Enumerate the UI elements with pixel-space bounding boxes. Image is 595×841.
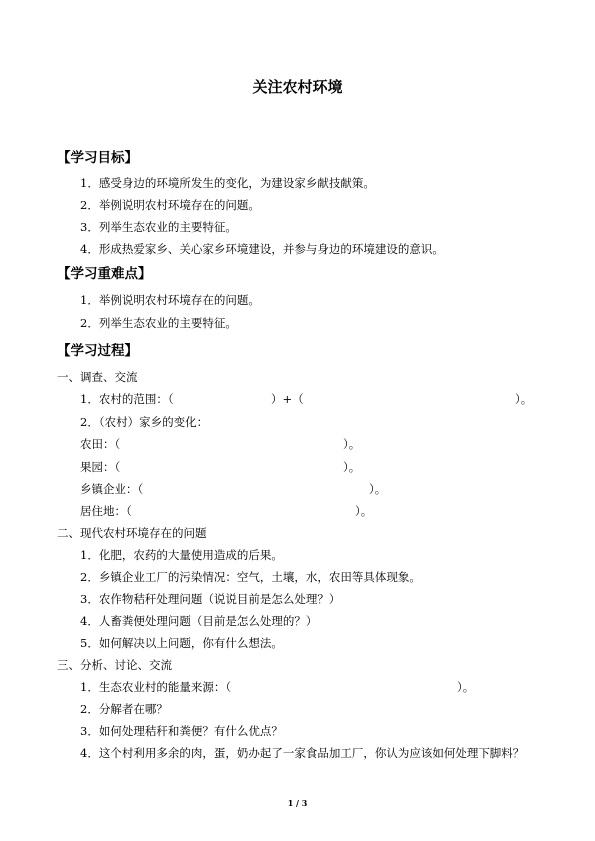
part2-item: 3．农作物秸秆处理问题（说说目前是怎么处理？） [80, 592, 341, 606]
goal-item: 1．感受身边的环境所发生的变化，为建设家乡献技献策。 [80, 176, 375, 190]
part2-item: 2．乡镇企业工厂的污染情况：空气，土壤，水，农田等具体现象。 [80, 570, 421, 584]
field-label: 乡镇企业：（ [80, 482, 144, 496]
q1-mid: ）+（ [271, 392, 304, 406]
part2-heading: 二、现代农村环境存在的问题 [57, 526, 207, 540]
section-heading-key-points: 【学习重难点】 [57, 266, 152, 282]
part2-item: 4．人畜粪便处理问题（目前是怎么处理的？） [80, 614, 318, 628]
goal-item: 2．举例说明农村环境存在的问题。 [80, 198, 260, 212]
field-label: 农田：（ [80, 437, 121, 451]
part3-item: 4．这个村利用多余的肉，蛋，奶办起了一家食品加工厂，你认为应该如何处理下脚料？ [80, 746, 525, 760]
key-point-item: 1．举例说明农村环境存在的问题。 [80, 293, 260, 307]
part3-heading: 三、分析、讨论、交流 [57, 658, 172, 672]
part3-q1-label: 1．生态农业村的能量来源：（ [80, 680, 232, 694]
field-label: 果园：（ [80, 460, 121, 474]
part2-item: 5．如何解决以上问题，你有什么想法。 [80, 636, 283, 650]
field-end: ）。 [355, 504, 373, 518]
part2-item: 1．化肥，农药的大量使用造成的后果。 [80, 548, 283, 562]
part3-item: 2．分解者在哪？ [80, 702, 168, 716]
field-end: ）。 [369, 482, 387, 496]
page-number: 1 / 3 [287, 798, 308, 808]
page-title: 关注农村环境 [252, 78, 343, 96]
field-label: 居住地：（ [80, 504, 132, 518]
part3-item: 3．如何处理秸秆和粪便？有什么优点？ [80, 724, 283, 738]
part3-q1-end: ）。 [457, 680, 475, 694]
q2-label: 2．（农村）家乡的变化： [80, 415, 209, 429]
part1-heading: 一、调查、交流 [57, 370, 138, 384]
section-heading-goals: 【学习目标】 [57, 150, 138, 166]
field-end: ）。 [343, 437, 361, 451]
field-end: ）。 [343, 460, 361, 474]
q1-end: ）。 [515, 392, 533, 406]
key-point-item: 2．列举生态农业的主要特征。 [80, 316, 237, 330]
goal-item: 4．形成热爱家乡、关心家乡环境建设，并参与身边的环境建设的意识。 [80, 242, 444, 256]
section-heading-process: 【学习过程】 [57, 343, 138, 359]
q1-label: 1．农村的范围：（ [80, 392, 174, 406]
goal-item: 3．列举生态农业的主要特征。 [80, 220, 237, 234]
